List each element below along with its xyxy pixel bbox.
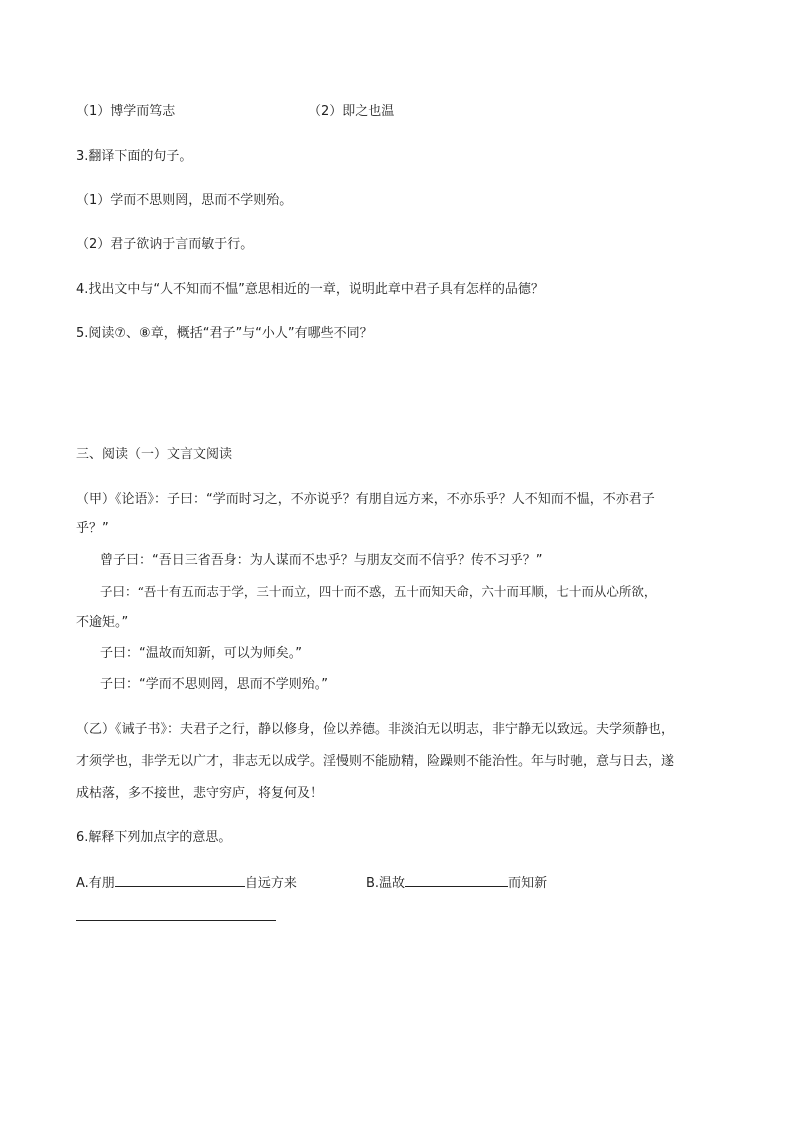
passage-jia-line-1: （甲）《论语》：子曰：“学而时习之，不亦说乎？有朋自远方来，不亦乐乎？人不知而不愠，不亦君子	[76, 492, 655, 507]
passage-jia-paragraph-3a: 子曰：“吾十有五而志于学，三十而立，四十而不惑，五十而知天命，六十而耳顺，七十而从心所欲，	[100, 584, 657, 599]
answer-blank-line[interactable]	[76, 920, 276, 921]
q6-stem: 6.解释下列加点字的意思。	[76, 830, 232, 845]
q6-item-a-suffix: 自远方来	[244, 876, 297, 891]
q3-sentence-1: （1）学而不思则罔，思而不学则殆。	[76, 193, 293, 208]
passage-yi-line-1: （乙）《诫子书》：夫君子之行，静以修身，俭以养德。非淡泊无以明志，非宁静无以致远。夫学须静也，	[76, 722, 675, 737]
section-3-title: 三、阅读（一）文言文阅读	[76, 447, 233, 462]
passage-jia-line-2: 乎？”	[76, 521, 109, 536]
passage-yi-line-2: 才须学也，非学无以广才，非志无以成学。淫慢则不能励精，险躁则不能治性。年与时驰，意与日去，遂	[76, 754, 675, 769]
passage-jia-paragraph-4: 子曰：“温故而知新，可以为师矣。”	[100, 646, 302, 661]
q3-sentence-2: （2）君子欲讷于言而敏于行。	[76, 237, 254, 252]
q6-item-a	[76, 874, 297, 892]
answer-blank-b[interactable]	[405, 874, 508, 887]
q6-item-b-suffix: 而知新	[508, 876, 548, 891]
q2-item-1: （1）博学而笃志	[76, 104, 176, 119]
passage-jia-paragraph-2: 曾子曰：“吾日三省吾身：为人谋而不忠乎？与朋友交而不信乎？传不习乎？”	[100, 553, 543, 568]
passage-yi-line-3: 成枯落，多不接世，悲守穷庐，将复何及！	[76, 786, 324, 801]
q2-item-2: （2）即之也温	[308, 104, 395, 119]
passage-jia-paragraph-3b: 不逾矩。”	[76, 615, 129, 630]
passage-jia-paragraph-5: 子曰：“学而不思则罔，思而不学则殆。”	[100, 677, 328, 692]
q6-item-b	[366, 874, 547, 892]
q6-item-a-prefix: A.有朋	[76, 876, 115, 891]
q4-text: 4.找出文中与“人不知而不愠”意思相近的一章，说明此章中君子具有怎样的品德？	[76, 282, 544, 297]
answer-blank-a[interactable]	[115, 874, 245, 887]
q5-text: 5.阅读⑦、⑧章，概括“君子”与“小人”有哪些不同？	[76, 326, 373, 341]
q6-item-b-prefix: B.温故	[366, 876, 406, 891]
q3-stem: 3.翻译下面的句子。	[76, 149, 193, 164]
